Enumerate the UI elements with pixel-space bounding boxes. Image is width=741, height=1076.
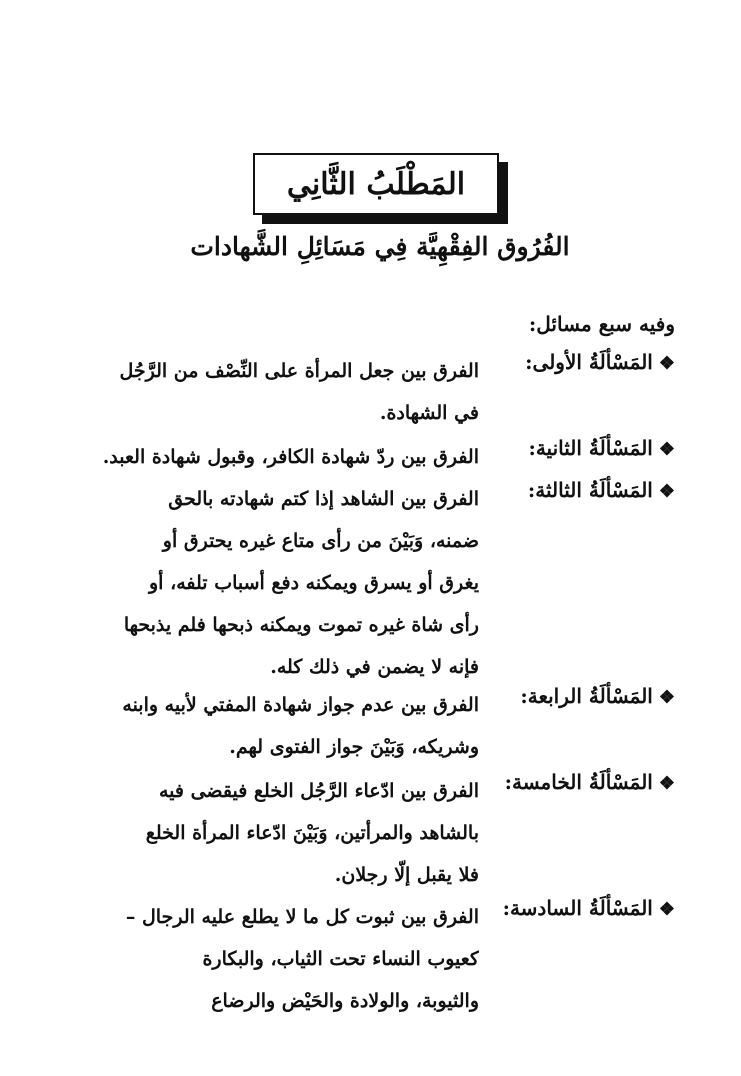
issue-text (90, 436, 479, 478)
diamond-bullet-icon: ❖ (658, 899, 675, 920)
text-line: الفرق بين ادّعاء الرَّجُل الخلع فيقضى فيه (158, 780, 479, 802)
issue-label: المَسْألَةُ الخامسة: (504, 770, 653, 794)
section-subtitle: الفُرُوق الفِقْهِيَّة فِي مَسَائِلِ الشَّهادات (190, 232, 570, 261)
text-line: فلا يقبل إلّا رجلان. (334, 864, 479, 886)
issue-text (90, 350, 479, 434)
section-title-box (253, 153, 499, 215)
issue-label: المَسْألَةُ الرابعة: (520, 684, 653, 708)
issue-label: المَسْألَةُ الثانية: (528, 436, 653, 460)
text-line: وشريكه، وَبَيْنَ جواز الفتوى لهم. (229, 736, 479, 758)
diamond-bullet-icon: ❖ (658, 439, 675, 460)
text-line: والثيوبة، والولادة والحَيْض والرضاع (211, 990, 479, 1012)
issue-heading (495, 350, 675, 374)
issue-heading (495, 478, 675, 502)
issue-heading (495, 436, 675, 460)
issue-text (90, 896, 479, 1022)
text-line: الفرق بين ردّ شهادة الكافر، وقبول شهادة العبد. (102, 446, 479, 468)
text-line: بالشاهد والمرأتين، وَبَيْنَ ادّعاء المرأة الخلع (145, 822, 479, 844)
text-line: في الشهادة. (379, 402, 479, 424)
diamond-bullet-icon: ❖ (658, 687, 675, 708)
diamond-bullet-icon: ❖ (658, 481, 675, 502)
text-line: رأى شاة غيره تموت ويمكنه ذبحها فلم يذبحها (123, 614, 479, 636)
issue-label: المَسْألَةُ السادسة: (502, 896, 653, 920)
text-line: ضمنه، وَبَيْنَ من رأى متاع غيره يحترق أو (162, 530, 479, 552)
issue-text (90, 770, 479, 896)
issue-label: المَسْألَةُ الأولى: (525, 350, 653, 374)
issue-text (90, 478, 479, 688)
text-line: الفرق بين جعل المرأة على النِّصْف من الرَّجُل (119, 360, 479, 382)
issue-label: المَسْألَةُ الثالثة: (527, 478, 653, 502)
issue-text (90, 684, 479, 768)
title-box-frame (253, 153, 499, 215)
text-line: كعيوب النساء تحت الثياب، والبكارة (202, 948, 479, 970)
text-line: يغرق أو يسرق ويمكنه دفع أسباب تلفه، أو (149, 572, 479, 594)
issue-heading (495, 770, 675, 794)
issue-heading (495, 684, 675, 708)
diamond-bullet-icon: ❖ (658, 773, 675, 794)
text-line: فإنه لا يضمن في ذلك كله. (270, 656, 479, 678)
intro-text: وفيه سبع مسائل: (528, 312, 675, 336)
text-line: الفرق بين عدم جواز شهادة المفتي لأبيه وابنه (122, 694, 479, 716)
text-line: الفرق بين ثبوت كل ما لا يطلع عليه الرجال – (125, 906, 479, 928)
diamond-bullet-icon: ❖ (658, 353, 675, 374)
text-line: الفرق بين الشاهد إذا كتم شهادته بالحق (168, 488, 479, 510)
section-title: المَطْلَبُ الثَّانِي (286, 166, 466, 202)
issue-heading (495, 896, 675, 920)
